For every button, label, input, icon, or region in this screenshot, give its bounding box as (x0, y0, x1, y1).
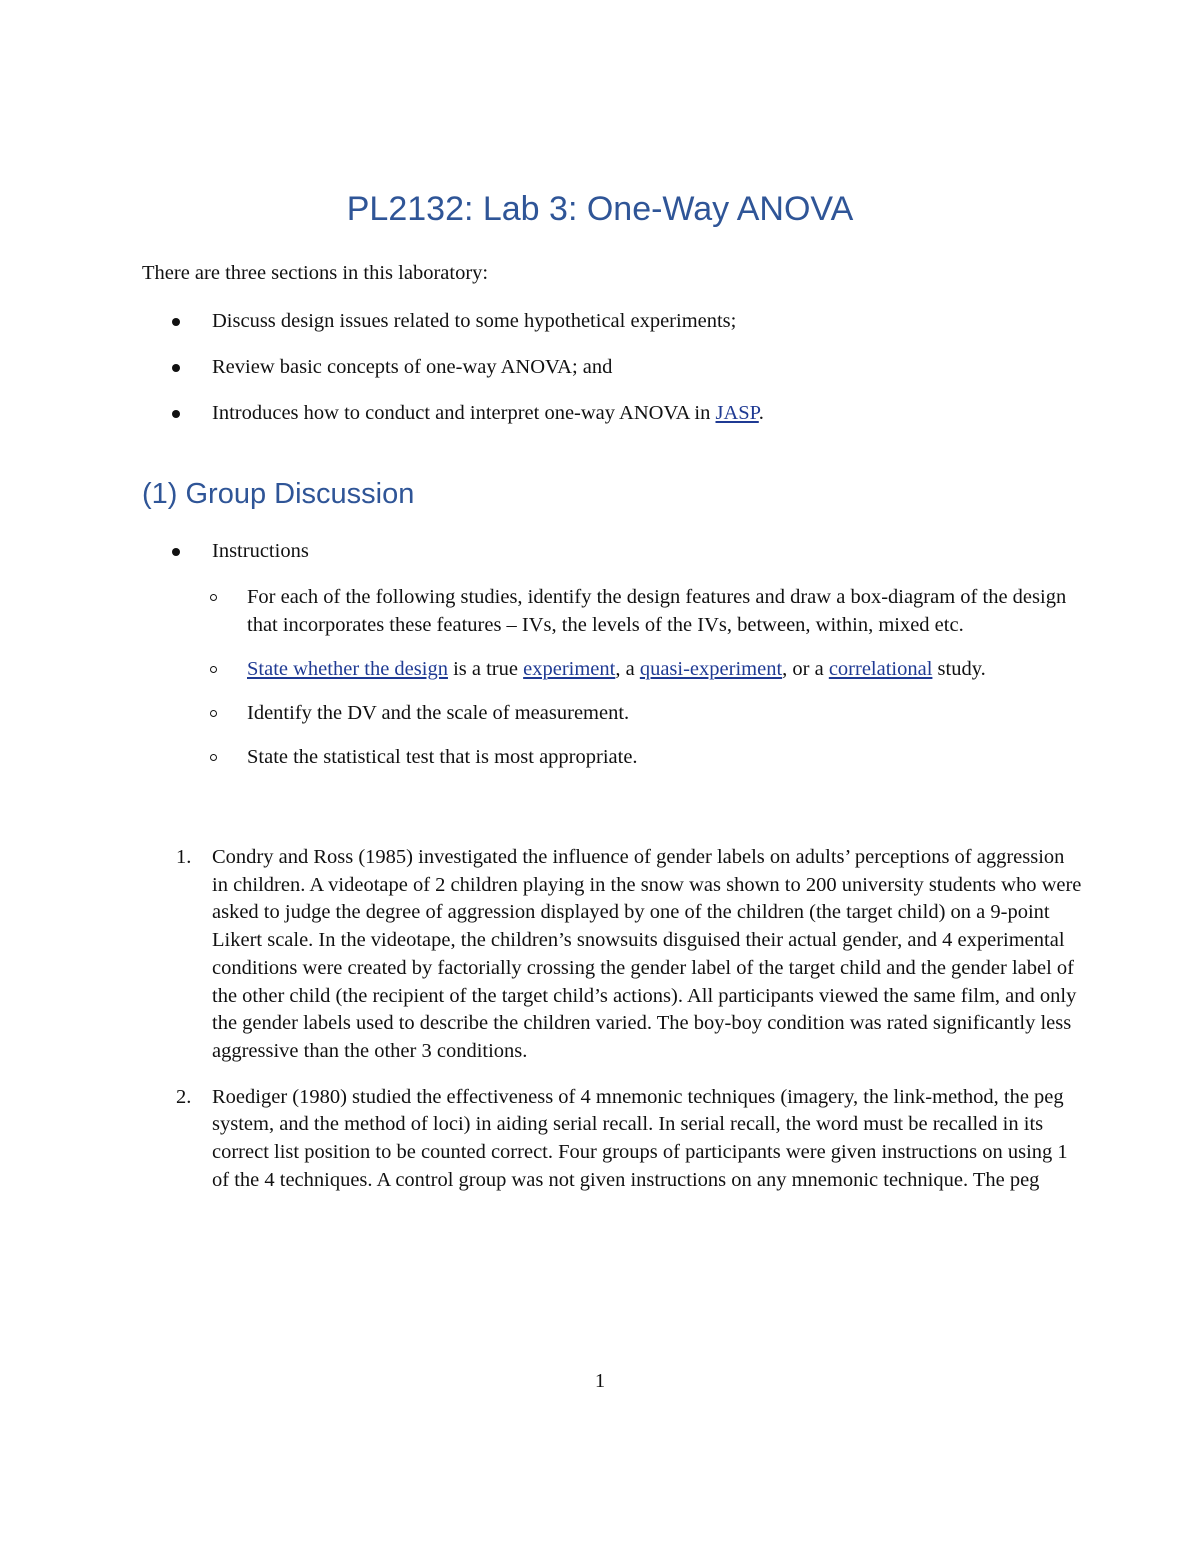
sub-list-item (206, 699, 1082, 727)
page-title: PL2132: Lab 3: One-Way ANOVA (346, 190, 854, 228)
list-item-text: Discuss design issues related to some hypothetical experiments; (212, 310, 737, 332)
page-number: 1 (594, 1370, 606, 1392)
intro-text: There are three sections in this laboratory: (142, 262, 489, 284)
study-item (142, 1084, 1082, 1195)
sub-list-item-text: For each of the following studies, identify the design features and draw a box-diagram of the design that incorporates these features – IVs, the levels of the IVs, between, within, mixed etc. (247, 586, 1067, 636)
bullet-icon (172, 548, 180, 556)
sub-list-item-text: Identify the DV and the scale of measurement. (247, 702, 630, 724)
study-number: 2. (176, 1085, 192, 1108)
studies-list (142, 844, 1082, 1212)
study-number: 1. (176, 846, 192, 868)
list-item-text: Introduces how to conduct and interpret one-way ANOVA in (212, 402, 716, 424)
instructions-list (142, 538, 1082, 787)
sub-list-item-text: State the statistical test that is most appropriate. (247, 746, 638, 768)
circle-bullet-icon (210, 754, 217, 761)
bullet-icon (172, 364, 180, 372)
list-item (142, 400, 1082, 427)
section-heading-group-discussion: (1) Group Discussion (142, 478, 415, 510)
instructions-label: Instructions (212, 540, 309, 562)
sub-list-item (206, 743, 1082, 771)
study-text: Condry and Ross (1985) investigated the influence of gender labels on adults’ perceptions of aggression in children. A videotape of 2 children playing in the snow was shown to 200 university students who were asked to judge the degree of aggression displayed by one of the children (the target child) on a 9-point Likert scale. In the videotape, the children’s snowsuits disguised their actual gender, and 4 experimental conditions were created by factorially crossing the gender label of the target child and the gender label of the other child (the recipient of the target child’s actions). All participants viewed the same film, and only the gender labels used to describe the children varied. The boy-boy condition was rated significantly less aggressive than the other 3 conditions. (212, 846, 1082, 1062)
correlational-link[interactable]: correlational (828, 658, 933, 680)
sections-list (142, 308, 1082, 446)
study-text: Roediger (1980) studied the effectiveness of 4 mnemonic techniques (imagery, the link-method, the peg system, and the method of loci) in aiding serial recall. In serial recall, the word must be recalled in its correct list position to be counted correct. Four groups of participants were given instructions on using 1 of the 4 techniques. A control group was not given instructions on any mnemonic technique. The peg (212, 1085, 1068, 1191)
sub-list-item (206, 655, 1082, 683)
bullet-icon (172, 318, 180, 326)
sub-list-item (206, 583, 1082, 639)
instructions-sub-list (206, 583, 1082, 771)
list-item-text-end: . (758, 402, 764, 424)
quasi-experiment-link[interactable]: quasi-experiment (639, 658, 783, 680)
experiment-link[interactable]: experiment (523, 658, 616, 680)
circle-bullet-icon (210, 594, 217, 601)
sub-list-item-text: , or a (782, 658, 829, 680)
list-item (142, 354, 1082, 381)
list-item-text: Review basic concepts of one-way ANOVA; and (212, 356, 613, 378)
list-item (142, 308, 1082, 335)
study-item (142, 844, 1082, 1066)
circle-bullet-icon (210, 666, 217, 673)
bullet-icon (172, 410, 180, 418)
sub-list-item-text: is a true (447, 658, 524, 680)
jasp-link[interactable]: JASP (715, 402, 759, 424)
sub-list-item-text: , a (615, 658, 640, 680)
design-link[interactable]: State whether the design (247, 658, 448, 680)
sub-list-item-text: study. (932, 658, 986, 680)
circle-bullet-icon (210, 710, 217, 717)
list-item (142, 538, 1082, 565)
